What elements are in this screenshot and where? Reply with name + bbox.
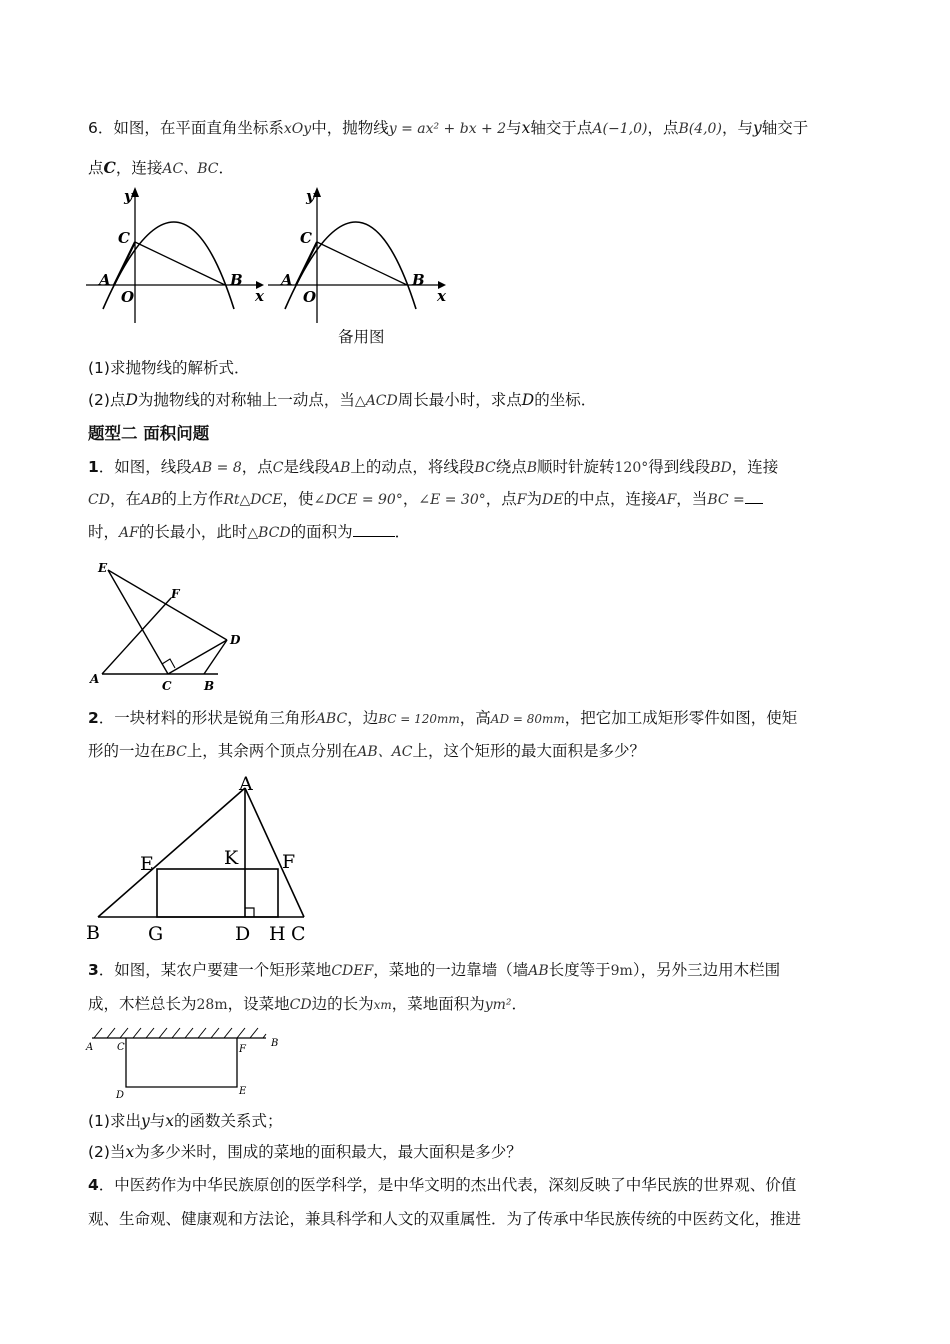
q3-line-1: 3．如图，某农户要建一个矩形菜地CDEF，菜地的一边靠墙（墙AB长度等于9m），另外三边用木栏围 [88, 961, 781, 979]
q1-fig-label-E: E [98, 561, 108, 575]
q6-fig2-label-C: C [300, 229, 312, 247]
q6-sub1: (1)求抛物线的解析式． [88, 359, 250, 377]
q4-line-1: 4．中医药作为中华民族原创的医学科学，是中华文明的杰出代表，深刻反映了中华民族的世界观、价值 [88, 1176, 797, 1194]
q6-fig1-label-B: B [230, 271, 243, 289]
answer-blank-bc[interactable] [745, 503, 763, 504]
q3-figure [86, 1024, 286, 1100]
q6-fig2-label-B: B [412, 271, 425, 289]
q6-fig1-label-y: y [124, 187, 133, 205]
q6-figure-main [84, 185, 264, 325]
q2-fig-label-D: D [235, 923, 251, 945]
q2-line-1: 2．一块材料的形状是锐角三角形ABC，边BC = 120mm，高AD = 80mm，把它加工成矩形零件如图，使矩 [88, 709, 798, 727]
q6-fig1-label-O: O [121, 288, 135, 306]
q6-fig1-label-x: x [255, 287, 264, 305]
q1-fig-label-A: A [90, 672, 100, 686]
q1-line-1: 1．如图，线段AB = 8，点C是线段AB上的动点，将线段BC绕点B顺时针旋转120°得到线段BD，连接 [88, 458, 779, 476]
q3-fig-label-A: A [86, 1042, 94, 1053]
q3-fig-label-B: B [271, 1038, 279, 1049]
q6-figure-spare [266, 185, 446, 325]
answer-blank-area[interactable] [353, 536, 395, 537]
q1-fig-label-F: F [171, 587, 180, 601]
q2-fig-label-A: A [239, 773, 253, 795]
q1-fig-label-C: C [162, 679, 172, 693]
q2-fig-label-H: H [269, 923, 286, 945]
q2-fig-label-C: C [291, 923, 306, 945]
q2-line-2: 形的一边在BC上，其余两个顶点分别在AB、AC上，这个矩形的最大面积是多少？ [88, 742, 646, 760]
q2-figure [86, 772, 316, 944]
q6-fig2-label-x: x [437, 287, 446, 305]
section-heading: 题型二 面积问题 [88, 424, 210, 443]
q3-line-2: 成，木栏总长为28m，设菜地CD边的长为xm，菜地面积为ym²． [88, 995, 528, 1013]
q1-line-2: CD，在AB的上方作Rt△DCE，使∠DCE = 90°，∠E = 30°，点F为DE的中点，连接AF，当BC = [88, 488, 763, 511]
q2-fig-label-G: G [148, 923, 164, 945]
q4-line-2: 观、生命观、健康观和方法论，兼具科学和人文的双重属性．为了传承中华民族传统的中医药文化，推进 [88, 1210, 802, 1228]
parabola-equation: y = ax² + bx + 2 [388, 121, 507, 137]
q3-fig-label-F: F [239, 1044, 246, 1055]
q6-line-1: 6．如图，在平面直角坐标系xOy中，抛物线y = ax² + bx + 2与x轴交于点A(−1,0)，点B(4,0)，与y轴交于 [88, 119, 809, 137]
q3-fig-label-D: D [116, 1090, 125, 1101]
q6-fig2-label-y: y [306, 187, 315, 205]
q3-sub2: (2)当x为多少米时，围成的菜地的面积最大，最大面积是多少？ [88, 1143, 522, 1161]
q2-fig-label-F: F [282, 851, 296, 873]
q1-line-3: 时，AF的长最小，此时△BCD的面积为 ． [88, 523, 411, 541]
q6-line-2: 点C，连接AC、BC． [88, 158, 234, 177]
q2-fig-label-E: E [140, 853, 154, 875]
q6-fig1-label-A: A [99, 271, 111, 289]
q1-fig-label-D: D [230, 633, 241, 647]
q1-fig-label-B: B [204, 679, 215, 693]
q2-fig-label-B: B [86, 922, 100, 944]
q6-fig2-label-O: O [303, 288, 317, 306]
q3-sub1: (1)求出y与x的函数关系式； [88, 1112, 283, 1130]
q6-fig1-label-C: C [118, 229, 130, 247]
q3-fig-label-E: E [239, 1086, 247, 1097]
q2-fig-label-K: K [224, 847, 239, 869]
q6-fig2-label-A: A [281, 271, 293, 289]
spare-figure-caption: 备用图 [338, 328, 385, 346]
q6-sub2: (2)点D为抛物线的对称轴上一动点，当△ACD周长最小时，求点D的坐标． [88, 391, 597, 409]
q1-figure [88, 558, 248, 694]
q3-fig-label-C: C [117, 1042, 125, 1053]
